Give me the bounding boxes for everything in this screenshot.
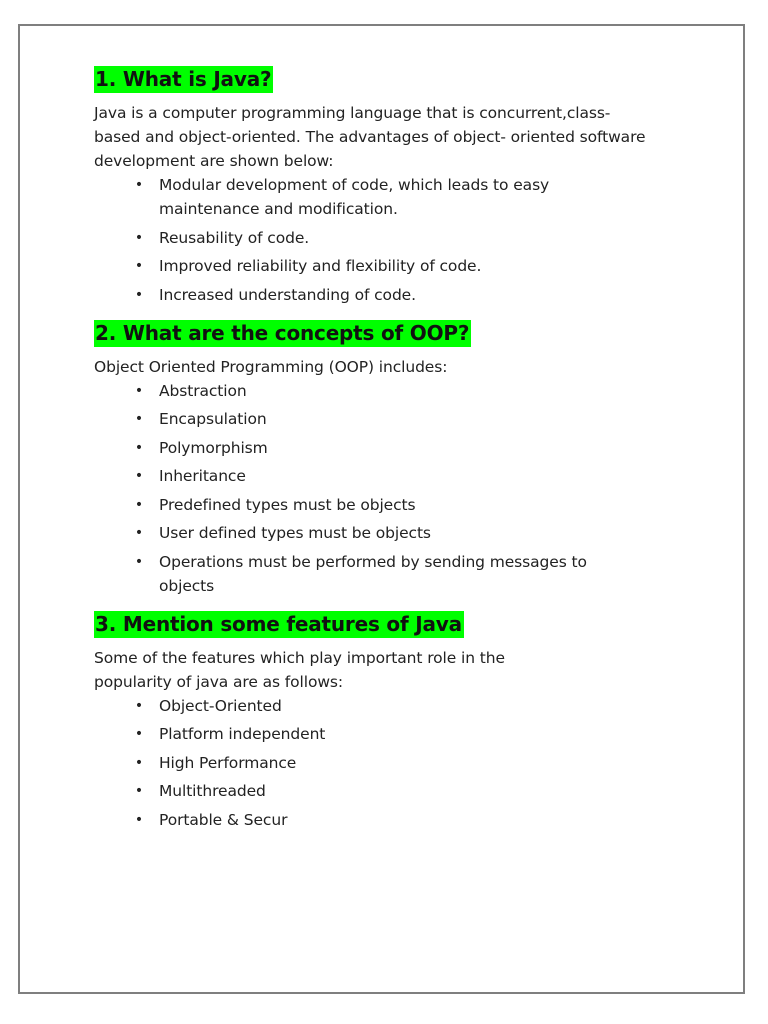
list-item-text: Predefined types must be objects: [159, 495, 416, 514]
list-item: [94, 436, 664, 460]
bullet-icon: •: [134, 553, 144, 570]
list-item-text: User defined types must be objects: [159, 524, 431, 542]
list-item-text: Reusability of code.: [159, 228, 310, 247]
bullet-icon: •: [134, 726, 144, 742]
document-content: [94, 66, 664, 836]
list-item: [94, 751, 664, 775]
list-item: [94, 173, 664, 221]
section-paragraph: Some of the features which play important role in the popularity of java are as follows:: [94, 648, 505, 691]
list-item: [94, 254, 664, 278]
list-item-text: Multithreaded: [159, 782, 266, 800]
bullet-icon: •: [134, 411, 144, 427]
section-heading: 1. What is Java?: [95, 67, 272, 91]
bullet-icon: •: [134, 468, 144, 484]
list-item-text: Portable & Secur: [159, 810, 288, 829]
bullet-icon: •: [134, 525, 144, 541]
list-item: [94, 283, 664, 307]
list-item-text: Polymorphism: [159, 438, 268, 457]
bullet-icon: •: [134, 439, 144, 456]
bullet-icon: •: [134, 783, 144, 799]
bullet-icon: •: [134, 754, 144, 771]
list-item: [94, 808, 664, 832]
section-java-features: [94, 611, 664, 832]
list-item-text: Abstraction: [159, 381, 247, 400]
list-item: [94, 226, 664, 250]
bullet-icon: •: [134, 382, 144, 399]
list-item: [94, 779, 664, 803]
list-item-text: Operations must be performed by sending messages to objects: [159, 552, 587, 595]
list-item: [94, 694, 664, 718]
bullet-list: [94, 379, 664, 598]
section-heading: 2. What are the concepts of OOP?: [95, 320, 470, 345]
list-item: [94, 464, 664, 488]
bullet-icon: •: [134, 697, 144, 714]
list-item: [94, 407, 664, 431]
bullet-icon: •: [134, 177, 144, 193]
list-item-text: Encapsulation: [159, 410, 267, 428]
section-what-is-java: [94, 66, 664, 307]
bullet-list: [94, 694, 664, 832]
bullet-icon: •: [134, 811, 144, 828]
list-item-text: Improved reliability and flexibility of code.: [159, 257, 482, 275]
bullet-icon: •: [134, 286, 144, 303]
bullet-list: [94, 173, 664, 307]
list-item-text: Modular development of code, which leads to easy maintenance and modification.: [159, 176, 550, 218]
bullet-icon: •: [134, 229, 144, 246]
list-item: [94, 493, 664, 517]
document-page: [18, 24, 745, 994]
bullet-icon: •: [134, 258, 144, 274]
section-paragraph: Java is a computer programming language that is concurrent,class-based and object-oriented. The advantages of object- oriented software development are shown below:: [94, 104, 646, 170]
list-item-text: High Performance: [159, 753, 297, 772]
section-oop-concepts: [94, 320, 664, 598]
list-item-text: Inheritance: [159, 467, 246, 485]
list-item-text: Increased understanding of code.: [159, 285, 416, 304]
list-item-text: Object-Oriented: [159, 696, 282, 715]
list-item: [94, 550, 664, 598]
list-item: [94, 521, 664, 545]
section-heading: 3. Mention some features of Java: [95, 611, 462, 636]
bullet-icon: •: [134, 496, 144, 513]
section-paragraph: Object Oriented Programming (OOP) includes:: [94, 357, 448, 376]
list-item: [94, 379, 664, 403]
list-item-text: Platform independent: [159, 725, 326, 743]
list-item: [94, 722, 664, 746]
